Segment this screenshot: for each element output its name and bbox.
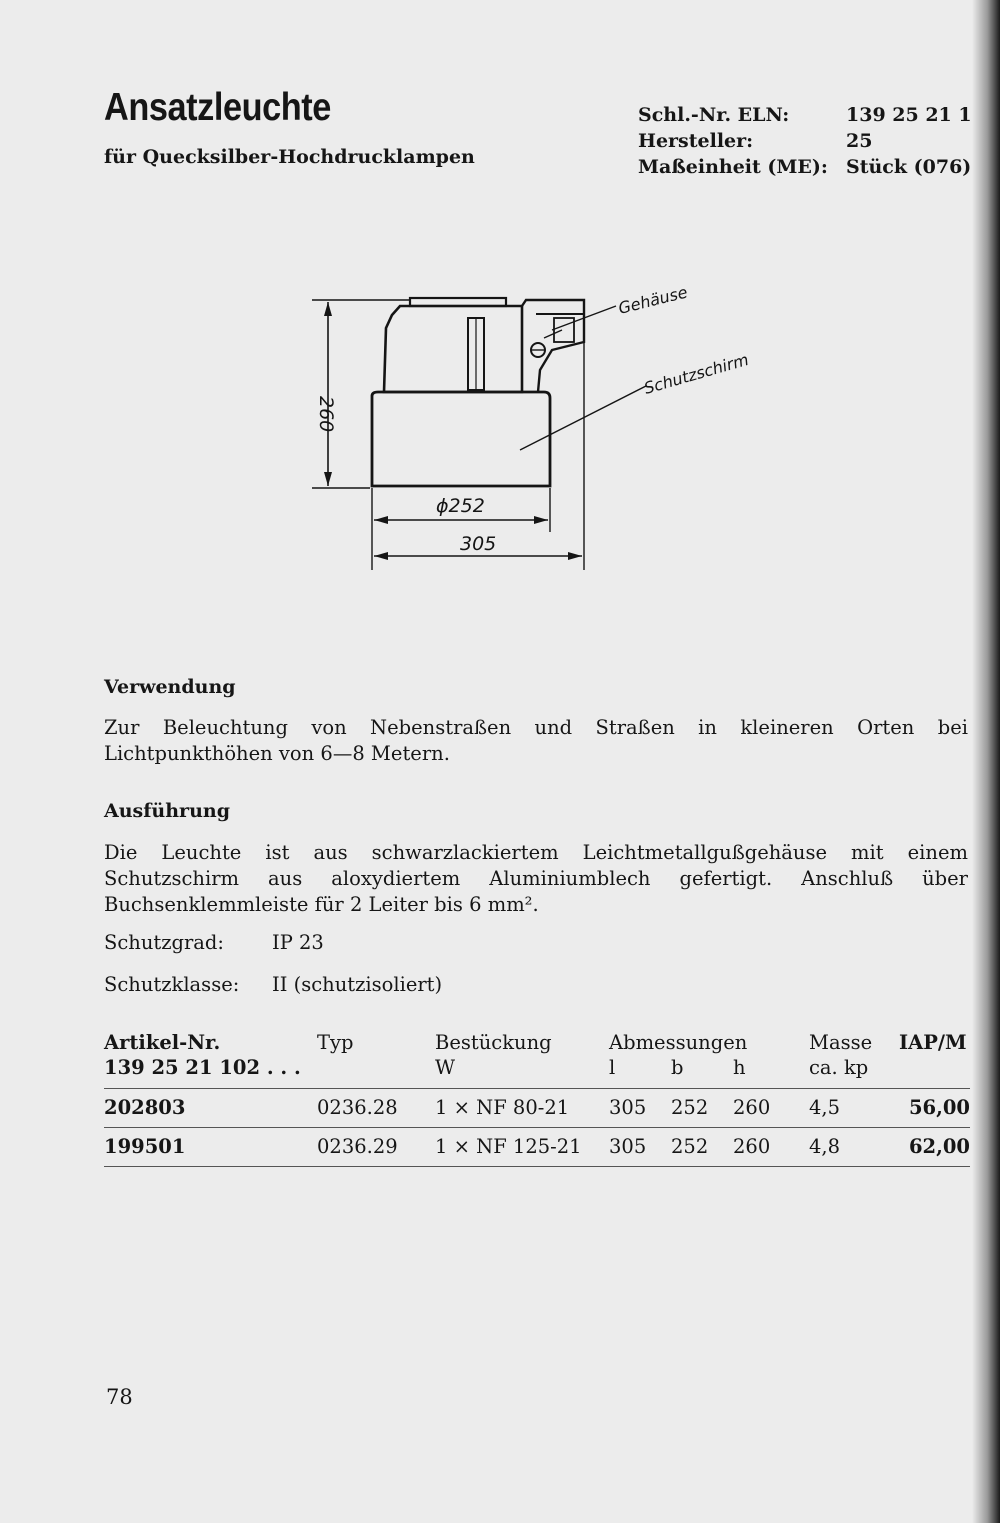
cell-dim-l: 305	[609, 1096, 647, 1119]
shield-label: Schutzschirm	[641, 349, 751, 398]
header-dim-l: l	[609, 1056, 616, 1079]
cell-equipment: 1 × NF 125-21	[435, 1128, 609, 1167]
cell-dimensions	[609, 1089, 809, 1128]
spec-protection-degree	[104, 931, 324, 954]
cell-dim-b: 252	[671, 1096, 709, 1119]
dimension-length-label: 305	[460, 533, 497, 555]
usage-text: Zur Beleuchtung von Nebenstraßen und Straßen in kleineren Orten bei Lichtpunkthöhen von 6—8 Metern.	[104, 716, 968, 765]
meta-row-manufacturer	[638, 128, 972, 154]
housing-label: Gehäuse	[616, 282, 690, 318]
cell-dim-l: 305	[609, 1135, 647, 1158]
design-heading: Ausführung	[104, 800, 230, 822]
cell-type: 0236.28	[317, 1089, 435, 1128]
header-mass-unit: ca. kp	[809, 1056, 869, 1079]
page-number: 78	[106, 1385, 133, 1409]
cell-dim-h: 260	[733, 1135, 771, 1158]
header-dim-b: b	[671, 1056, 684, 1079]
header-dimensions-sub	[609, 1055, 809, 1080]
header-article	[104, 1030, 317, 1089]
spec-key: Schutzklasse:	[104, 973, 240, 996]
header-dim-h: h	[733, 1056, 746, 1079]
cell-dim-h: 260	[733, 1096, 771, 1119]
spec-value: II (schutzisoliert)	[272, 973, 443, 996]
meta-value: Stück (076)	[846, 156, 972, 178]
cell-price: 62,00	[899, 1128, 970, 1167]
meta-row-unit	[638, 154, 972, 180]
cell-mass: 4,8	[809, 1128, 899, 1167]
cell-article: 199501	[104, 1128, 317, 1167]
page-title: Ansatzleuchte	[104, 86, 331, 129]
luminaire-drawing	[300, 270, 780, 580]
spec-key: Schutzgrad:	[104, 931, 224, 954]
dimension-height-label: 260	[315, 396, 337, 433]
header-equipment	[435, 1030, 609, 1089]
cell-dim-b: 252	[671, 1135, 709, 1158]
dimension-diameter-label: ϕ252	[436, 495, 485, 517]
header-article-sub: 139 25 21 102 . . .	[104, 1056, 301, 1079]
header-mass-label: Masse	[809, 1031, 873, 1054]
article-table	[104, 1030, 970, 1167]
spec-protection-class	[104, 973, 442, 996]
header-type: Typ	[317, 1030, 435, 1089]
meta-row-key-number	[638, 102, 972, 128]
header-price: IAP/M	[899, 1030, 970, 1089]
table-row	[104, 1128, 970, 1167]
cell-type: 0236.29	[317, 1128, 435, 1167]
cell-price: 56,00	[899, 1089, 970, 1128]
cell-dimensions	[609, 1128, 809, 1167]
cell-article: 202803	[104, 1089, 317, 1128]
header-mass	[809, 1030, 899, 1089]
header-equipment-label: Bestückung	[435, 1031, 552, 1054]
table-header-row	[104, 1030, 970, 1089]
header-equipment-unit: W	[435, 1056, 456, 1079]
meta-key: Schl.-Nr. ELN:	[638, 104, 790, 126]
usage-heading: Verwendung	[104, 676, 236, 698]
meta-value: 25	[846, 130, 873, 152]
header-dimensions	[609, 1030, 809, 1089]
page-edge-shadow	[972, 0, 1000, 1523]
header-article-label: Artikel-Nr.	[104, 1031, 221, 1054]
cell-mass: 4,5	[809, 1089, 899, 1128]
meta-key: Maßeinheit (ME):	[638, 156, 828, 178]
table-row	[104, 1089, 970, 1128]
cell-equipment: 1 × NF 80-21	[435, 1089, 609, 1128]
header-dimensions-label: Abmessungen	[609, 1031, 748, 1054]
page-subtitle: für Quecksilber-Hochdrucklampen	[104, 146, 475, 168]
meta-key: Hersteller:	[638, 130, 754, 152]
spec-value: IP 23	[272, 931, 324, 954]
meta-block	[638, 102, 972, 180]
design-text: Die Leuchte ist aus schwarzlackiertem Leichtmetallgußgehäuse mit einem Schutzschirm aus aloxydiertem Aluminiumblech gefertigt. Anschluß über Buchsenklemmleiste für 2 Leiter bis 6 mm².	[104, 841, 968, 916]
meta-value: 139 25 21 1	[846, 104, 972, 126]
